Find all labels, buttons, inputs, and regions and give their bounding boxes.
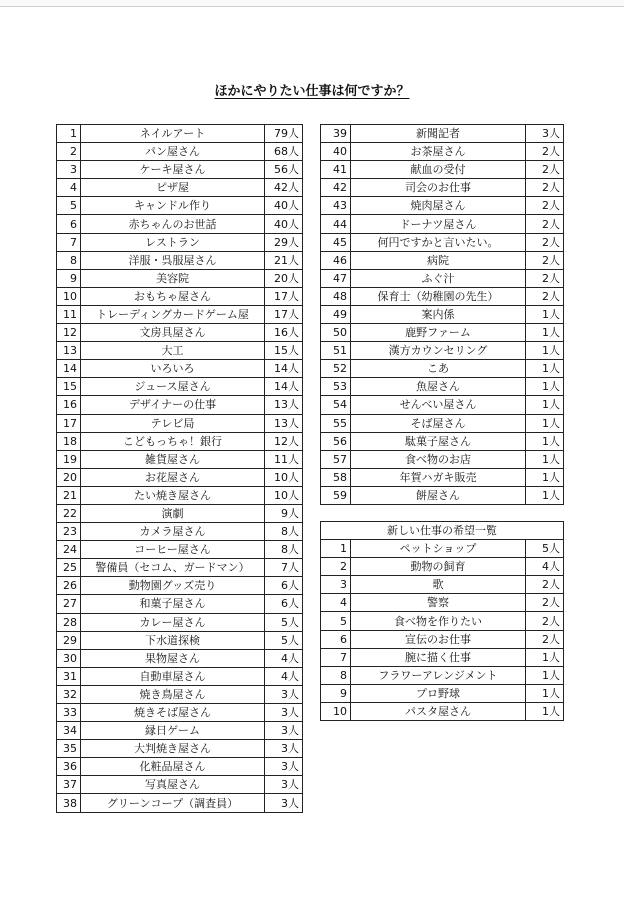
vote-count: 2人 — [526, 143, 564, 161]
vote-count: 10人 — [265, 486, 303, 504]
vote-count: 2人 — [526, 594, 564, 612]
table-row — [321, 414, 564, 432]
table-row — [57, 360, 303, 378]
table-row — [321, 432, 564, 450]
rank-number: 6 — [321, 630, 351, 648]
vote-count: 3人 — [265, 704, 303, 722]
rank-number: 30 — [57, 649, 81, 667]
vote-count: 14人 — [265, 360, 303, 378]
vote-count: 2人 — [526, 251, 564, 269]
job-name: 献血の受付 — [351, 161, 526, 179]
job-name: そば屋さん — [351, 414, 526, 432]
job-name: ドーナツ屋さん — [351, 215, 526, 233]
table-row — [57, 197, 303, 215]
rank-number: 54 — [321, 396, 351, 414]
table-row — [57, 595, 303, 613]
vote-count: 3人 — [265, 758, 303, 776]
table-row — [57, 432, 303, 450]
job-name: ペットショップ — [351, 540, 526, 558]
job-name: たい焼き屋さん — [81, 486, 265, 504]
vote-count: 1人 — [526, 684, 564, 702]
job-name: 大工 — [81, 342, 265, 360]
table-row — [321, 179, 564, 197]
vote-count: 14人 — [265, 378, 303, 396]
job-name: カメラ屋さん — [81, 523, 265, 541]
vote-count: 2人 — [526, 161, 564, 179]
table-row — [321, 666, 564, 684]
job-name: 保育士（幼稚園の先生） — [351, 287, 526, 305]
table-row — [321, 612, 564, 630]
table-row — [321, 215, 564, 233]
table-row — [57, 251, 303, 269]
job-name: 司会のお仕事 — [351, 179, 526, 197]
job-name: 案内係 — [351, 305, 526, 323]
vote-count: 2人 — [526, 269, 564, 287]
rank-number: 5 — [321, 612, 351, 630]
job-name: デザイナーの仕事 — [81, 396, 265, 414]
rank-number: 23 — [57, 523, 81, 541]
vote-count: 40人 — [265, 215, 303, 233]
table-row — [321, 287, 564, 305]
table-row — [57, 523, 303, 541]
table-row — [57, 305, 303, 323]
vote-count: 10人 — [265, 468, 303, 486]
rank-number: 58 — [321, 468, 351, 486]
table-row — [321, 648, 564, 666]
page-title-text: ほかにやりたい仕事は何ですか？ — [214, 84, 410, 99]
job-name: トレーディングカードゲーム屋 — [81, 305, 265, 323]
table-row — [57, 577, 303, 595]
rank-number: 7 — [321, 648, 351, 666]
table-row — [57, 486, 303, 504]
vote-count: 1人 — [526, 486, 564, 504]
rank-number: 25 — [57, 559, 81, 577]
table-row — [57, 722, 303, 740]
table-row — [57, 649, 303, 667]
rank-number: 46 — [321, 251, 351, 269]
table-row — [57, 685, 303, 703]
job-name: 病院 — [351, 251, 526, 269]
job-name: 駄菓子屋さん — [351, 432, 526, 450]
vote-count: 13人 — [265, 414, 303, 432]
rank-number: 36 — [57, 758, 81, 776]
page-top-edge — [0, 0, 624, 7]
vote-count: 1人 — [526, 324, 564, 342]
rank-number: 20 — [57, 468, 81, 486]
vote-count: 2人 — [526, 576, 564, 594]
job-name: 縁日ゲーム — [81, 722, 265, 740]
rank-number: 34 — [57, 722, 81, 740]
table-row — [57, 559, 303, 577]
job-name: せんべい屋さん — [351, 396, 526, 414]
rank-number: 50 — [321, 324, 351, 342]
vote-count: 15人 — [265, 342, 303, 360]
rank-number: 57 — [321, 450, 351, 468]
table-row — [57, 396, 303, 414]
rank-number: 21 — [57, 486, 81, 504]
rank-number: 22 — [57, 504, 81, 522]
job-name: おもちゃ屋さん — [81, 287, 265, 305]
job-name: 焼きそば屋さん — [81, 704, 265, 722]
rank-number: 9 — [57, 269, 81, 287]
rank-number: 3 — [57, 161, 81, 179]
rank-number: 45 — [321, 233, 351, 251]
table-row — [57, 468, 303, 486]
job-name: 果物屋さん — [81, 649, 265, 667]
rank-number: 14 — [57, 360, 81, 378]
rank-number: 15 — [57, 378, 81, 396]
table-row — [321, 251, 564, 269]
new-jobs-table — [320, 521, 564, 721]
vote-count: 4人 — [526, 558, 564, 576]
vote-count: 1人 — [526, 360, 564, 378]
table-row — [321, 161, 564, 179]
job-name: お茶屋さん — [351, 143, 526, 161]
job-name: 和菓子屋さん — [81, 595, 265, 613]
rank-number: 53 — [321, 378, 351, 396]
table-row — [321, 576, 564, 594]
job-name: 自動車屋さん — [81, 667, 265, 685]
job-name: 腕に描く仕事 — [351, 648, 526, 666]
job-name: 焼肉屋さん — [351, 197, 526, 215]
job-name: 演劇 — [81, 504, 265, 522]
job-name: 宣伝のお仕事 — [351, 630, 526, 648]
table-row — [321, 324, 564, 342]
vote-count: 3人 — [265, 685, 303, 703]
vote-count: 4人 — [265, 649, 303, 667]
table-row — [57, 414, 303, 432]
vote-count: 1人 — [526, 702, 564, 720]
job-name: ケーキ屋さん — [81, 161, 265, 179]
table-row — [57, 613, 303, 631]
table-row — [57, 287, 303, 305]
vote-count: 1人 — [526, 468, 564, 486]
table-row — [321, 342, 564, 360]
rank-number: 16 — [57, 396, 81, 414]
job-name: ネイルアート — [81, 125, 265, 143]
job-name: コーヒー屋さん — [81, 541, 265, 559]
rank-number: 41 — [321, 161, 351, 179]
rank-number: 3 — [321, 576, 351, 594]
table-row — [321, 233, 564, 251]
job-name: 写真屋さん — [81, 776, 265, 794]
vote-count: 1人 — [526, 432, 564, 450]
rank-number: 42 — [321, 179, 351, 197]
rank-number: 37 — [57, 776, 81, 794]
rank-number: 33 — [57, 704, 81, 722]
rank-number: 28 — [57, 613, 81, 631]
table-row — [57, 269, 303, 287]
rank-number: 2 — [57, 143, 81, 161]
job-name: 赤ちゃんのお世話 — [81, 215, 265, 233]
rank-number: 35 — [57, 740, 81, 758]
rank-number: 48 — [321, 287, 351, 305]
table-row — [321, 396, 564, 414]
vote-count: 20人 — [265, 269, 303, 287]
table-row — [57, 794, 303, 812]
vote-count: 3人 — [265, 740, 303, 758]
table-row — [57, 215, 303, 233]
job-name: 文房具屋さん — [81, 324, 265, 342]
job-name: 新聞記者 — [351, 125, 526, 143]
vote-count: 5人 — [265, 613, 303, 631]
rank-number: 1 — [321, 540, 351, 558]
vote-count: 4人 — [265, 667, 303, 685]
table-row — [57, 504, 303, 522]
table-row — [57, 378, 303, 396]
vote-count: 6人 — [265, 595, 303, 613]
rank-number: 1 — [57, 125, 81, 143]
vote-count: 56人 — [265, 161, 303, 179]
vote-count: 2人 — [526, 287, 564, 305]
table-row — [57, 342, 303, 360]
vote-count: 79人 — [265, 125, 303, 143]
rank-number: 26 — [57, 577, 81, 595]
table-row — [321, 540, 564, 558]
vote-count: 1人 — [526, 378, 564, 396]
vote-count: 1人 — [526, 648, 564, 666]
vote-count: 2人 — [526, 612, 564, 630]
rank-number: 11 — [57, 305, 81, 323]
job-name: 雑貨屋さん — [81, 450, 265, 468]
table-row — [57, 776, 303, 794]
page-title — [0, 80, 624, 99]
table-row — [57, 179, 303, 197]
table-row — [57, 740, 303, 758]
rank-number: 2 — [321, 558, 351, 576]
rank-number: 43 — [321, 197, 351, 215]
rank-number: 39 — [321, 125, 351, 143]
vote-count: 3人 — [526, 125, 564, 143]
vote-count: 8人 — [265, 541, 303, 559]
rank-number: 24 — [57, 541, 81, 559]
table-row — [57, 143, 303, 161]
job-name: 食べ物を作りたい — [351, 612, 526, 630]
job-name: レストラン — [81, 233, 265, 251]
job-name: 大判焼き屋さん — [81, 740, 265, 758]
ranking-table-left — [56, 124, 303, 813]
table-row — [57, 758, 303, 776]
rank-number: 49 — [321, 305, 351, 323]
job-name: キャンドル作り — [81, 197, 265, 215]
vote-count: 2人 — [526, 233, 564, 251]
rank-number: 17 — [57, 414, 81, 432]
rank-number: 51 — [321, 342, 351, 360]
table-row — [57, 667, 303, 685]
vote-count: 2人 — [526, 630, 564, 648]
vote-count: 3人 — [265, 776, 303, 794]
rank-number: 10 — [57, 287, 81, 305]
rank-number: 44 — [321, 215, 351, 233]
rank-number: 18 — [57, 432, 81, 450]
job-name: 化粧品屋さん — [81, 758, 265, 776]
job-name: こあ — [351, 360, 526, 378]
job-name: パン屋さん — [81, 143, 265, 161]
job-name: こどもっちゃ！銀行 — [81, 432, 265, 450]
rank-number: 8 — [321, 666, 351, 684]
rank-number: 52 — [321, 360, 351, 378]
rank-number: 4 — [57, 179, 81, 197]
rank-number: 6 — [57, 215, 81, 233]
table-row — [321, 684, 564, 702]
ranking-table-right — [320, 124, 564, 505]
vote-count: 5人 — [526, 540, 564, 558]
vote-count: 68人 — [265, 143, 303, 161]
rank-number: 38 — [57, 794, 81, 812]
vote-count: 6人 — [265, 577, 303, 595]
vote-count: 17人 — [265, 305, 303, 323]
rank-number: 55 — [321, 414, 351, 432]
vote-count: 40人 — [265, 197, 303, 215]
table-row — [321, 450, 564, 468]
job-name: ジュース屋さん — [81, 378, 265, 396]
job-name: 食べ物のお店 — [351, 450, 526, 468]
rank-number: 4 — [321, 594, 351, 612]
rank-number: 29 — [57, 631, 81, 649]
job-name: お花屋さん — [81, 468, 265, 486]
rank-number: 10 — [321, 702, 351, 720]
new-jobs-caption-row — [321, 522, 564, 540]
vote-count: 21人 — [265, 251, 303, 269]
table-row — [321, 558, 564, 576]
vote-count: 9人 — [265, 504, 303, 522]
table-row — [321, 125, 564, 143]
job-name: 動物園グッズ売り — [81, 577, 265, 595]
vote-count: 1人 — [526, 450, 564, 468]
job-name: 警備員（セコム、ガードマン） — [81, 559, 265, 577]
job-name: カレー屋さん — [81, 613, 265, 631]
vote-count: 12人 — [265, 432, 303, 450]
table-row — [321, 197, 564, 215]
rank-number: 19 — [57, 450, 81, 468]
vote-count: 2人 — [526, 197, 564, 215]
table-row — [57, 324, 303, 342]
job-name: 何円ですかと言いたい。 — [351, 233, 526, 251]
rank-number: 9 — [321, 684, 351, 702]
vote-count: 13人 — [265, 396, 303, 414]
job-name: 洋服・呉服屋さん — [81, 251, 265, 269]
table-row — [321, 702, 564, 720]
vote-count: 2人 — [526, 215, 564, 233]
job-name: 下水道探検 — [81, 631, 265, 649]
new-jobs-caption: 新しい仕事の希望一覧 — [321, 522, 564, 540]
job-name: 警察 — [351, 594, 526, 612]
table-row — [321, 269, 564, 287]
vote-count: 2人 — [526, 179, 564, 197]
job-name: 魚屋さん — [351, 378, 526, 396]
table-row — [321, 594, 564, 612]
table-row — [57, 631, 303, 649]
table-row — [321, 486, 564, 504]
job-name: プロ野球 — [351, 684, 526, 702]
table-row — [57, 541, 303, 559]
job-name: 美容院 — [81, 269, 265, 287]
job-name: 焼き鳥屋さん — [81, 685, 265, 703]
vote-count: 1人 — [526, 666, 564, 684]
vote-count: 1人 — [526, 414, 564, 432]
vote-count: 11人 — [265, 450, 303, 468]
table-row — [321, 305, 564, 323]
job-name: ピザ屋 — [81, 179, 265, 197]
table-row — [57, 161, 303, 179]
vote-count: 16人 — [265, 324, 303, 342]
job-name: パスタ屋さん — [351, 702, 526, 720]
rank-number: 12 — [57, 324, 81, 342]
rank-number: 40 — [321, 143, 351, 161]
vote-count: 3人 — [265, 794, 303, 812]
table-row — [321, 630, 564, 648]
rank-number: 32 — [57, 685, 81, 703]
rank-number: 13 — [57, 342, 81, 360]
vote-count: 8人 — [265, 523, 303, 541]
job-name: 歌 — [351, 576, 526, 594]
vote-count: 1人 — [526, 342, 564, 360]
rank-number: 47 — [321, 269, 351, 287]
rank-number: 5 — [57, 197, 81, 215]
table-row — [321, 360, 564, 378]
rank-number: 31 — [57, 667, 81, 685]
vote-count: 1人 — [526, 396, 564, 414]
rank-number: 7 — [57, 233, 81, 251]
job-name: 餅屋さん — [351, 486, 526, 504]
job-name: フラワーアレンジメント — [351, 666, 526, 684]
table-row — [321, 143, 564, 161]
rank-number: 8 — [57, 251, 81, 269]
job-name: ふぐ汁 — [351, 269, 526, 287]
rank-number: 27 — [57, 595, 81, 613]
table-row — [321, 468, 564, 486]
job-name: 年賀ハガキ販売 — [351, 468, 526, 486]
vote-count: 42人 — [265, 179, 303, 197]
table-row — [57, 125, 303, 143]
vote-count: 1人 — [526, 305, 564, 323]
table-row — [57, 704, 303, 722]
rank-number: 56 — [321, 432, 351, 450]
job-name: 動物の飼育 — [351, 558, 526, 576]
table-row — [321, 378, 564, 396]
vote-count: 5人 — [265, 631, 303, 649]
rank-number: 59 — [321, 486, 351, 504]
vote-count: 29人 — [265, 233, 303, 251]
job-name: グリーンコープ（調査員） — [81, 794, 265, 812]
job-name: テレビ局 — [81, 414, 265, 432]
vote-count: 17人 — [265, 287, 303, 305]
vote-count: 3人 — [265, 722, 303, 740]
job-name: 鹿野ファーム — [351, 324, 526, 342]
job-name: 漢方カウンセリング — [351, 342, 526, 360]
table-row — [57, 233, 303, 251]
job-name: いろいろ — [81, 360, 265, 378]
vote-count: 7人 — [265, 559, 303, 577]
table-row — [57, 450, 303, 468]
